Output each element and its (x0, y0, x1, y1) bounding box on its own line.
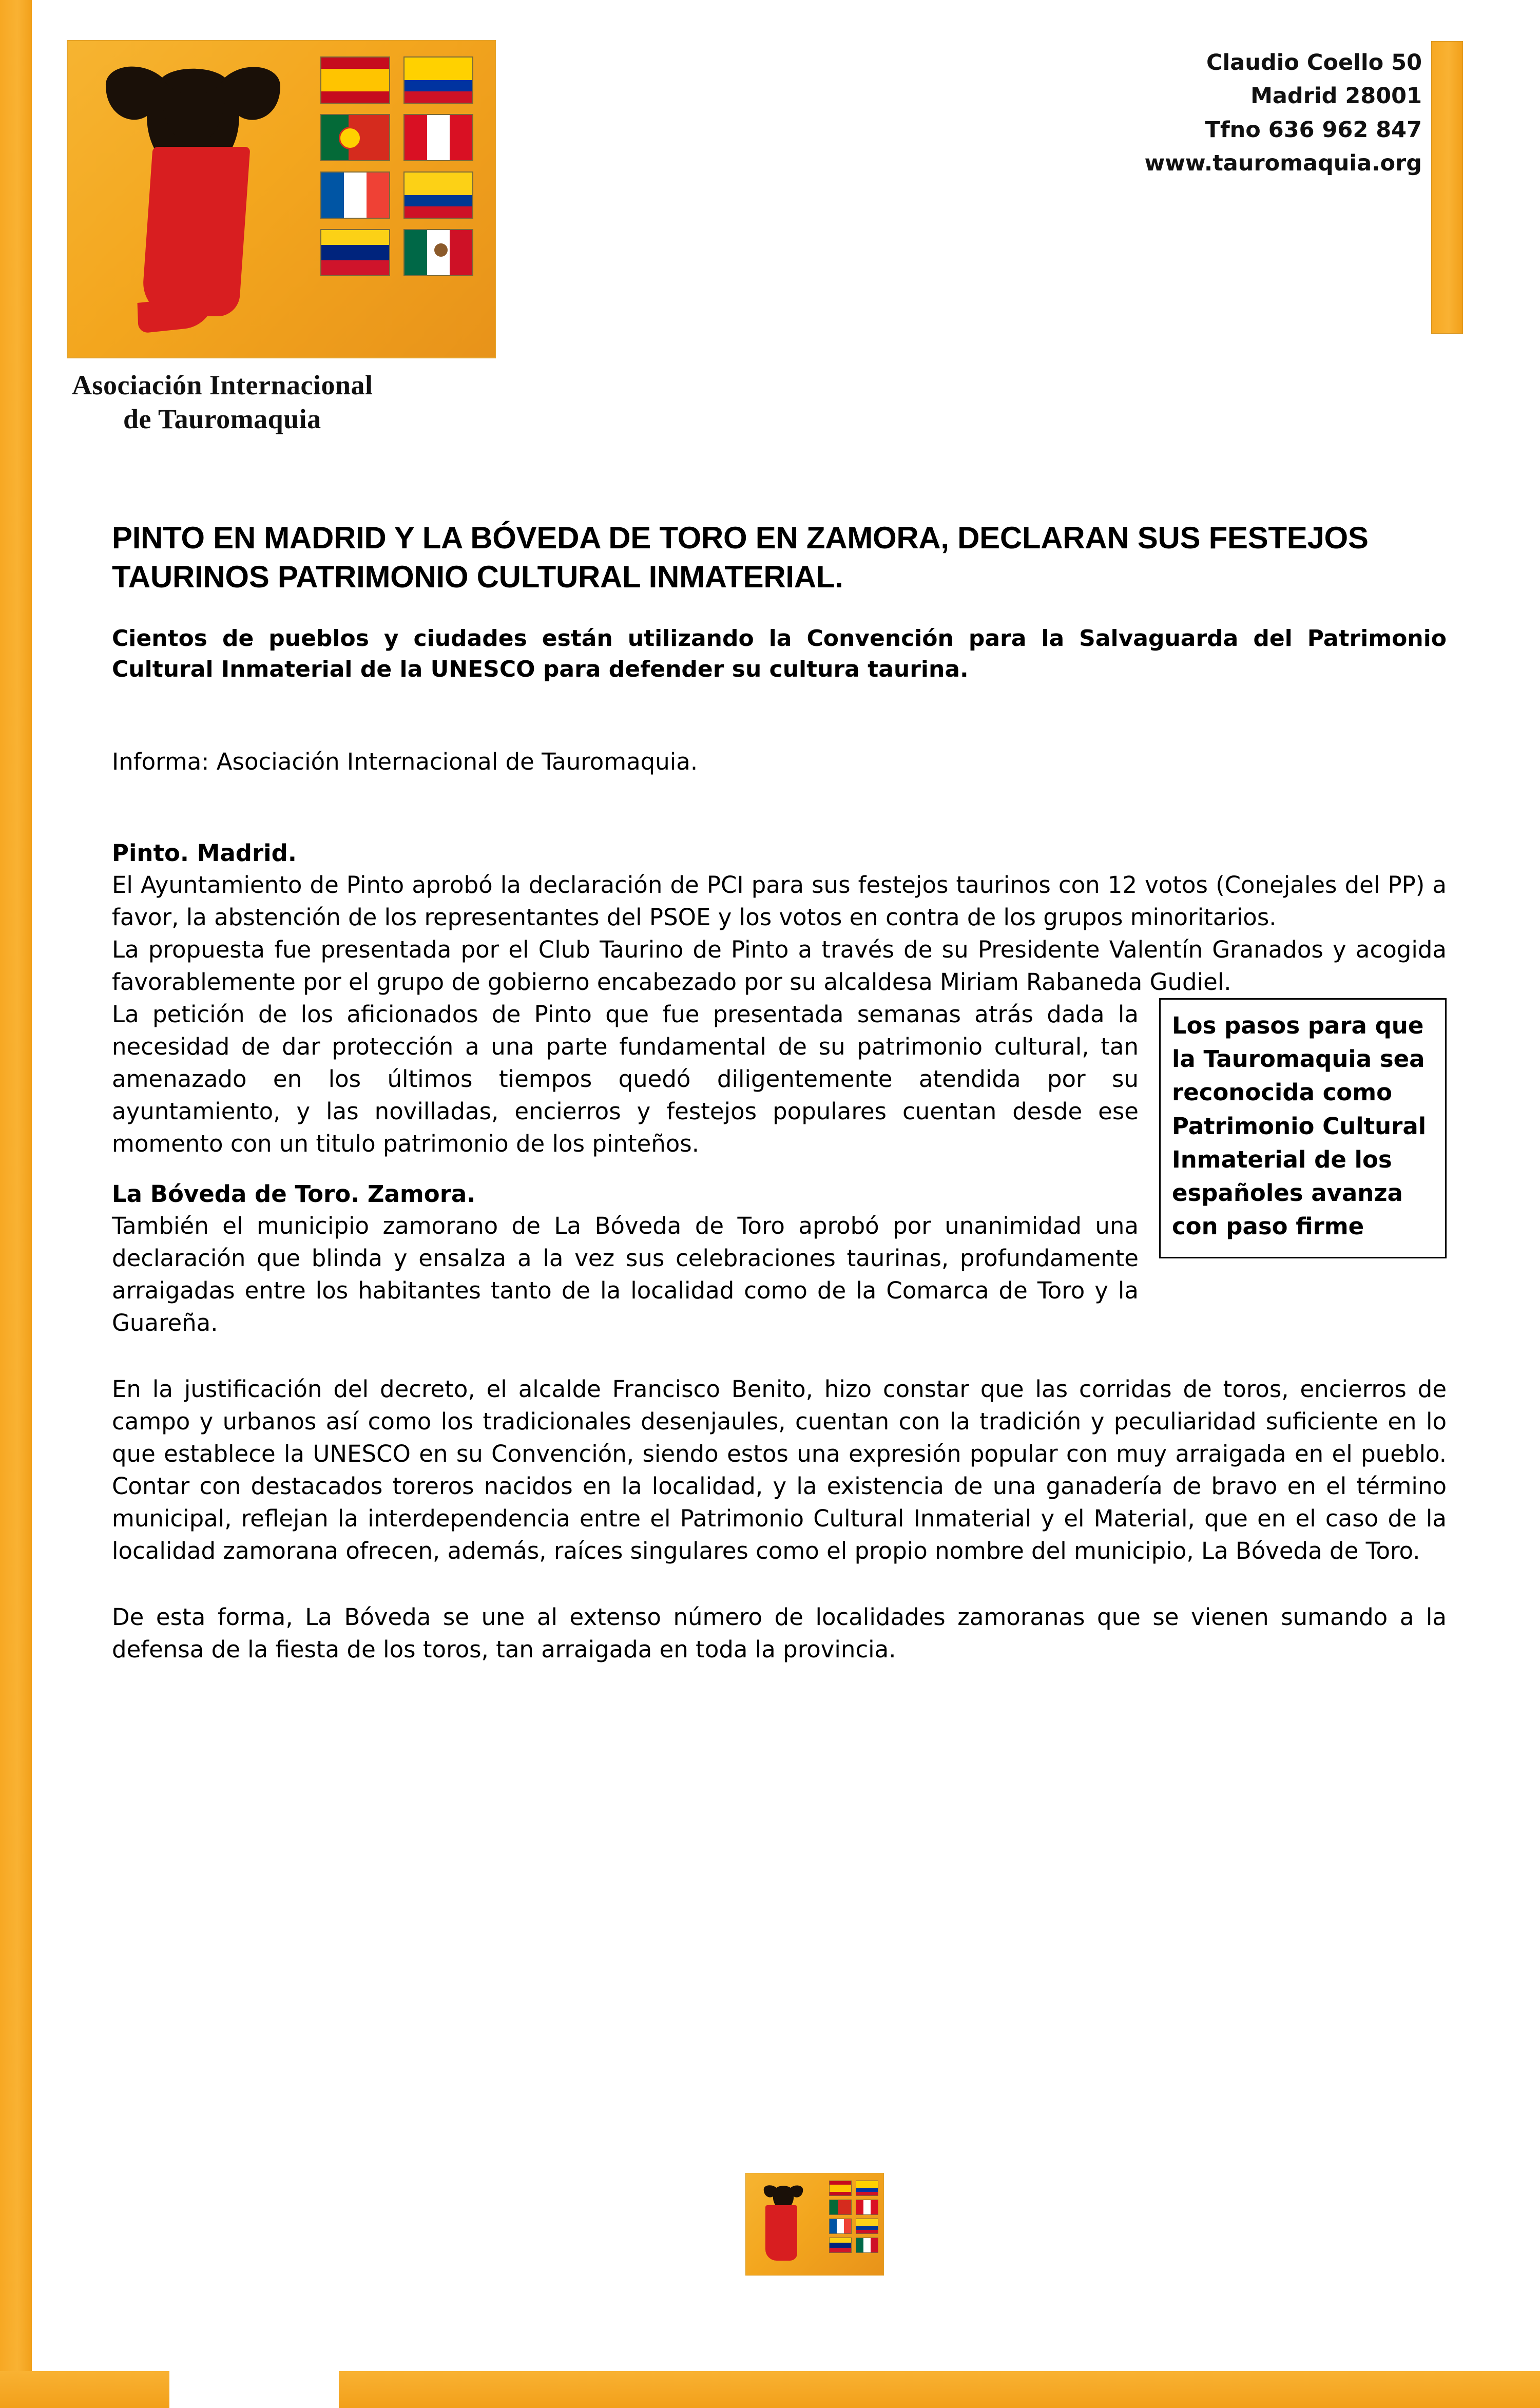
closing-paragraph: De esta forma, La Bóveda se une al extenso número de localidades zamoranas que se vienen sumando a la defensa de la fiesta de los toros, tan arraigada en toda la provincia. (112, 1603, 1447, 1663)
flag-mexico (403, 229, 473, 276)
spacer (112, 1567, 1447, 1601)
flag-mexico (856, 2238, 878, 2253)
page-title: PINTO EN MADRID Y LA BÓVEDA DE TORO EN ZAMORA, DECLARAN SUS FESTEJOS TAURINOS PATRIMONIO CULTURAL INMATERIAL. (112, 521, 1369, 595)
left-accent-bar-fill (0, 0, 32, 2408)
contact-address: Claudio Coello 50 (1206, 50, 1422, 75)
lead-paragraph: Cientos de pueblos y ciudades están utilizando la Convención para la Salvaguarda del Patrimonio Cultural Inmaterial de la UNESCO para defender su cultura taurina. (112, 625, 1447, 683)
left-accent-bar (0, 0, 32, 2408)
contact-info (1144, 46, 1422, 180)
cape-shape (141, 147, 250, 316)
section-pinto-paragraph-3: La petición de los aficionados de Pinto que fue presentada semanas atrás dada la necesidad de dar protección a una parte fundamental de su patrimonio cultural, tan amenazado en los últimos tiempos quedó diligentemente atendida por su ayuntamiento, y las novilladas, encierros y festejos populares cuentan desde ese momento con un titulo patrimonio de los pinteños. (112, 1000, 1139, 1157)
footer-flag-row (823, 2181, 878, 2196)
spacer (112, 1339, 1447, 1373)
flags-grid (304, 56, 473, 286)
flag-row (304, 229, 473, 276)
footer-flag-row (823, 2238, 878, 2253)
organization-name (62, 369, 575, 436)
section-boveda-paragraph-1: También el municipio zamorano de La Bóveda de Toro aprobó por unanimidad una declaración que blinda y ensalza a la vez sus celebraciones taurinas, profundamente arraigadas entre los habitantes tanto de la localidad como de la Comarca de Toro y la Guareña. (112, 1212, 1139, 1336)
informa-line: Informa: Asociación Internacional de Tauromaquia. (112, 748, 698, 776)
contact-website[interactable]: www.tauromaquia.org (1144, 150, 1422, 177)
flag-row (304, 114, 473, 161)
footer-flag-row (823, 2219, 878, 2234)
bull-icon (85, 54, 301, 342)
footer-cape-shape (765, 2205, 797, 2261)
organization-name-line2: de Tauromaquia (123, 403, 321, 434)
flag-portugal (320, 114, 390, 161)
flag-france (320, 171, 390, 219)
section-heading-boveda: La Bóveda de Toro. Zamora. (112, 1180, 476, 1208)
wrapped-text-region (112, 998, 1447, 1339)
contact-phone: Tfno 636 962 847 (1205, 117, 1422, 143)
flag-peru (403, 114, 473, 161)
flag-spain (320, 56, 390, 104)
footer-accent-bar-left (0, 2371, 169, 2408)
section-heading-pinto: Pinto. Madrid. (112, 839, 297, 867)
flag-ecuador (856, 2181, 878, 2196)
flag-spain (829, 2181, 852, 2196)
section-pinto-paragraph-1: El Ayuntamiento de Pinto aprobó la declaración de PCI para sus festejos taurinos con 12 votos (Conejales del PP) a favor, la abstención de los representantes del PSOE y los votos en contra de los grupos minoritarios. (112, 871, 1447, 931)
header-logo-block (67, 40, 580, 358)
footer-flags-grid (823, 2181, 878, 2257)
footer-flag-row (823, 2200, 878, 2215)
flag-peru (856, 2200, 878, 2215)
flag-colombia (403, 171, 473, 219)
flag-portugal (829, 2200, 852, 2215)
footer-accent-bar-right (339, 2371, 1540, 2408)
pullquote-box: Los pasos para que la Tauromaquia sea reconocida como Patrimonio Cultural Inmaterial de los españoles avanza con paso firme (1159, 998, 1447, 1258)
flag-row (304, 171, 473, 219)
flag-colombia (856, 2219, 878, 2234)
flag-venezuela (829, 2238, 852, 2253)
flag-france (829, 2219, 852, 2234)
document-body (112, 519, 1447, 1666)
header-accent-bar (1431, 41, 1463, 334)
flag-venezuela (320, 229, 390, 276)
footer-logo-icon (745, 2173, 884, 2276)
justificacion-paragraph: En la justificación del decreto, el alcalde Francisco Benito, hizo constar que las corridas de toros, encierros de campo y urbanos así como los tradicionales desenjaules, cuentan con la tradición y peculiaridad suficiente en lo que establece la UNESCO en su Convención, siendo estos una expresión popular con muy arraigada en el pueblo. Contar con destacados toreros nacidos en la localidad, y la existencia de una ganadería de bravo en el término municipal, reflejan la interdependencia entre el Patrimonio Cultural Inmaterial y el Material, que en el caso de la localidad zamorana ofrecen, además, raíces singulares como el propio nombre del municipio, La Bóveda de Toro. (112, 1375, 1447, 1564)
bull-and-cape-logo-icon (67, 40, 496, 358)
flag-ecuador (403, 56, 473, 104)
organization-name-line1: Asociación Internacional (72, 370, 373, 400)
section-pinto-paragraph-2: La propuesta fue presentada por el Club Taurino de Pinto a través de su Presidente Valentín Granados y acogida favorablemente por el grupo de gobierno encabezado por su alcaldesa Miriam Rabaneda Gudiel. (112, 935, 1447, 996)
flag-row (304, 56, 473, 104)
contact-city: Madrid 28001 (1250, 83, 1422, 109)
